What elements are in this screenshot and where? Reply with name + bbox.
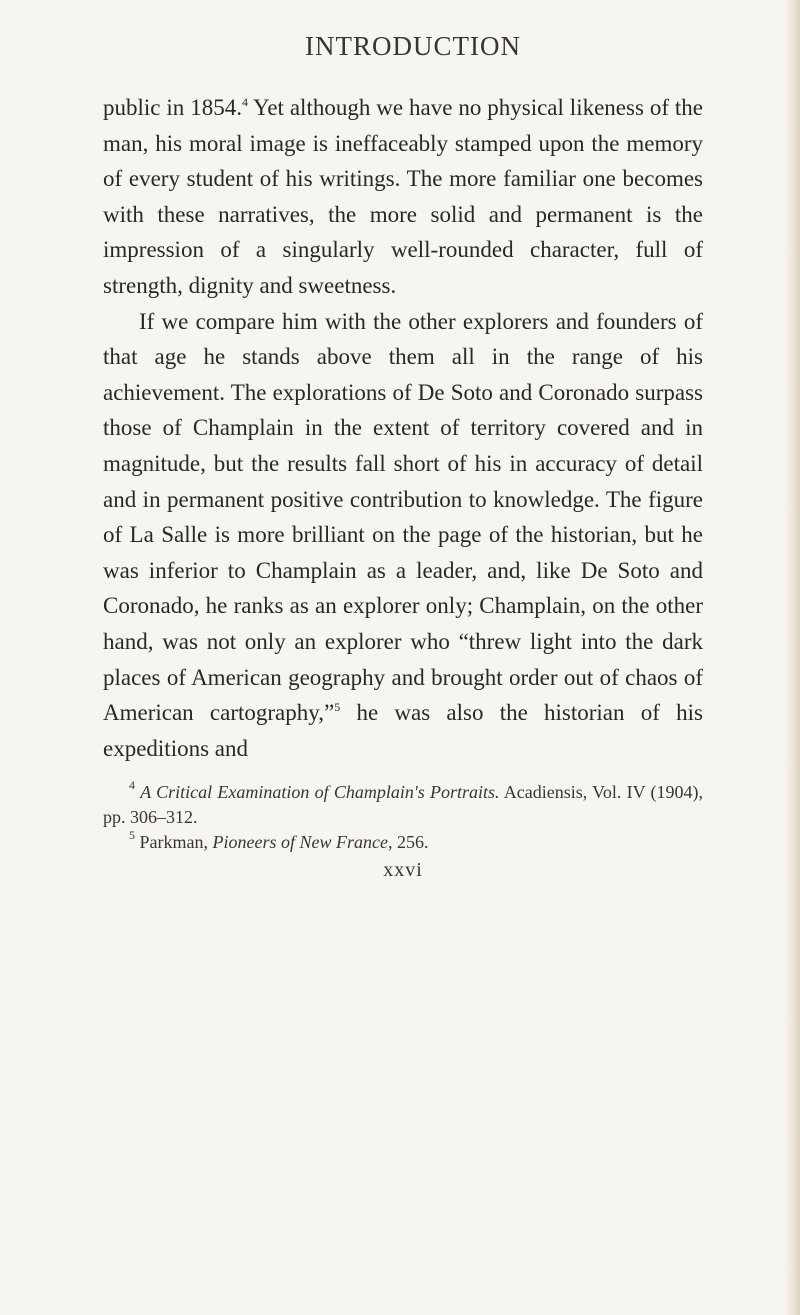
footnote-mark-4: 4 [129,778,135,793]
page-edge-shadow [784,0,800,1315]
page-number: xxvi [383,859,423,882]
body-text [103,90,703,766]
footnote-ref-4[interactable]: 4 [241,95,248,109]
footnote-4-rest: Acadiensis, Vol. IV (1904), pp. 306–312. [103,782,703,828]
paragraph-2 [103,304,703,767]
paragraph-1 [103,90,703,304]
footnote-ref-5[interactable]: 5 [334,700,341,715]
footnote-5-title: Pioneers of New France [212,832,388,853]
paragraph-2-lead: If we compare him with the other explorers and founders of that age he stands above them all in the range of his achievement. The explorations of De Soto and Coronado surpass those of Champlain in the extent of territory covered and in magnitude, but the results fall short of his in accuracy of detail and in permanent positive contribution to knowledge. The figure of La Salle is more brilliant on the page of the historian, but he was inferior to Champlain as a leader, and, like De Soto and Coronado, he ranks as an explorer only; Champlain, on the other hand, was not only an explorer who “threw light into the dark places of American geography and brought order out of chaos of American cartography,” [103,308,703,726]
paragraph-1-lead: public in 1854. [103,95,242,120]
book-page [103,28,703,883]
footnote-5-author: Parkman, [139,832,208,853]
paragraph-2-text: he was also the historian of his expeditions and [103,700,703,761]
footnote-5 [103,830,703,855]
footnote-mark-5: 5 [129,828,135,843]
footnote-5-rest: , 256. [387,832,429,853]
paragraph-1-text: Yet although we have no physical likeness of the man, his moral image is ineffaceably stamped upon the memory of every student of his writings. The more familiar one becomes with these narratives, the more solid and permanent is the impression of a singularly well-rounded character, full of strength, dignity and sweetness. [103,95,703,298]
running-head: INTRODUCTION [305,31,521,61]
footnotes [103,780,703,855]
footnote-4-title: A Critical Examination of Champlain's Portraits. [140,782,500,803]
footnote-4 [103,780,703,830]
